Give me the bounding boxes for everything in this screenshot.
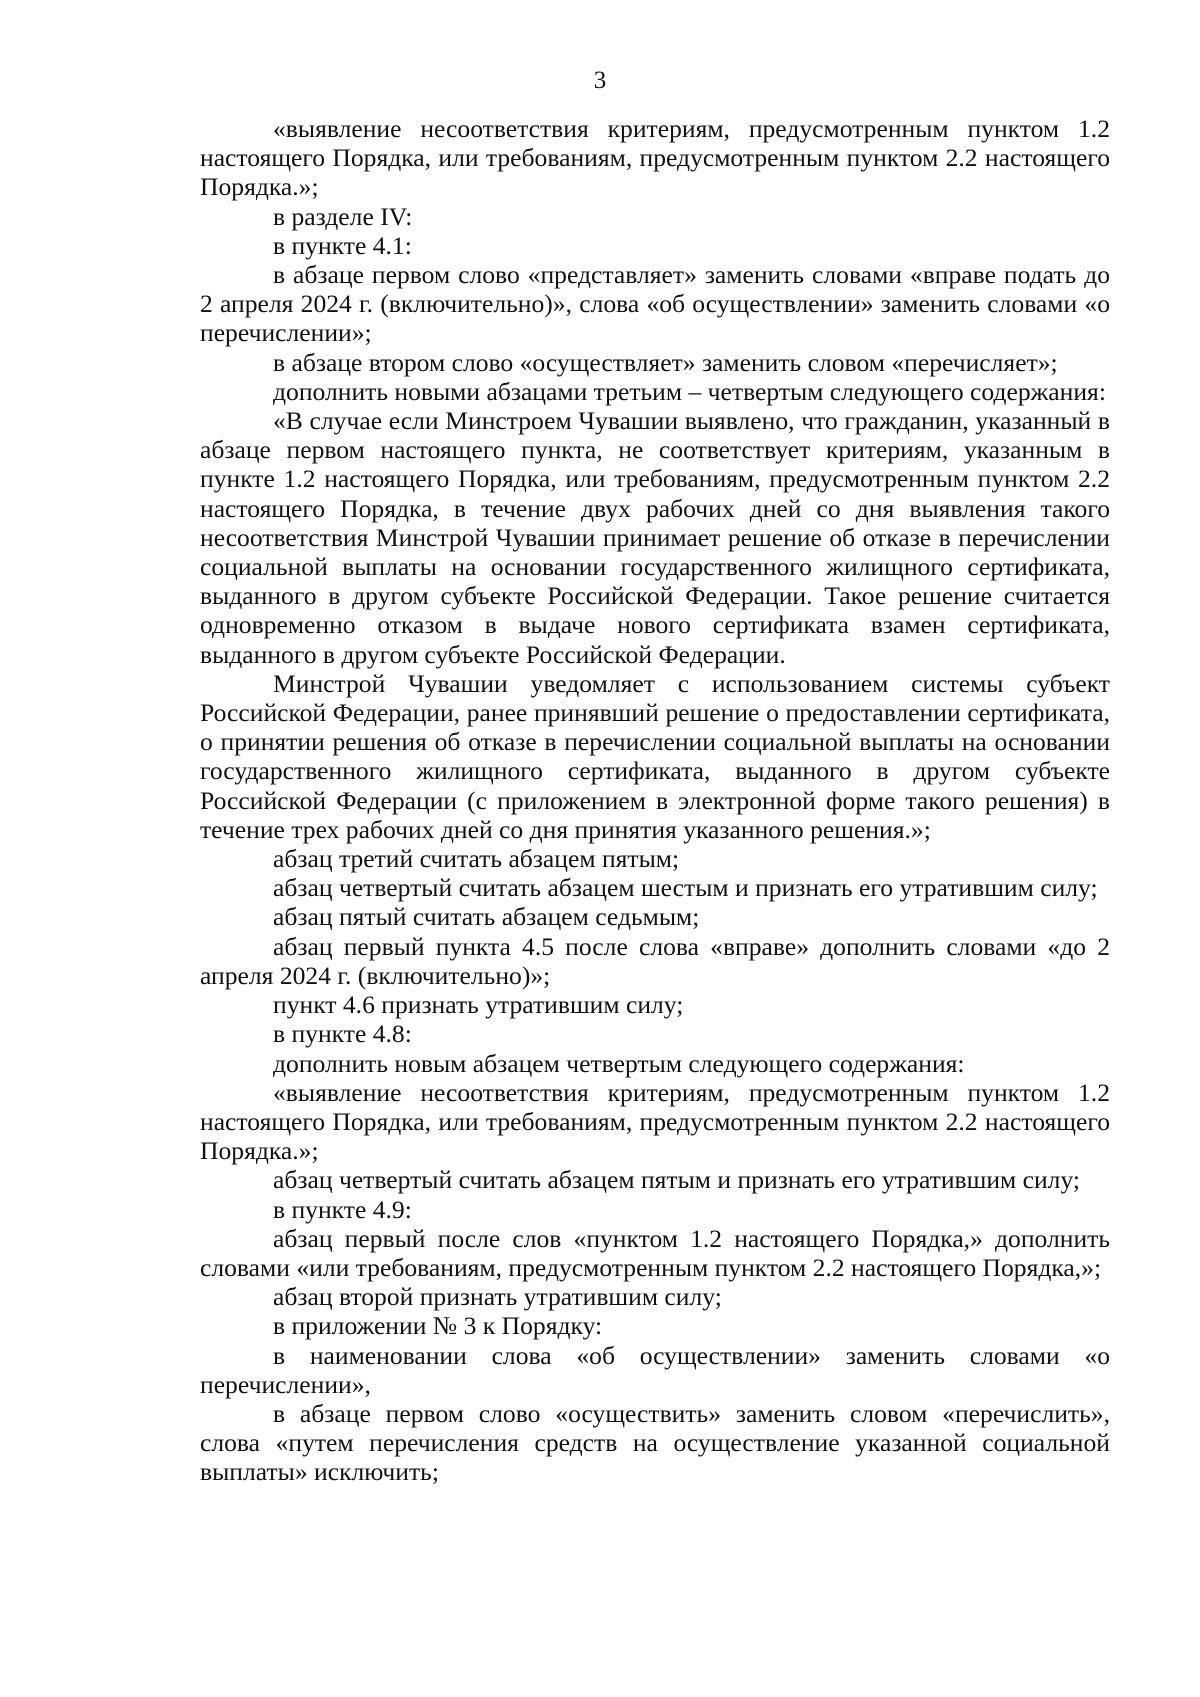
paragraph-12: абзац первый пункта 4.5 после слова «вправе» дополнить словами «до 2 апреля 2024 г. (включительно)»; (200, 931, 1110, 990)
paragraph-17: абзац четвертый считать абзацем пятым и признать его утратившим силу; (273, 1165, 1081, 1195)
paragraph-1: «выявление несоответствия критериям, предусмотренным пунктом 1.2 настоящего Порядка, или требованиям, предусмотренным пунктом 2.2 настоящего Порядка.»; (200, 114, 1110, 202)
paragraph-6: дополнить новыми абзацами третьим – четвертым следующего содержания: (273, 376, 1106, 406)
paragraph-13: пункт 4.6 признать утратившим силу; (273, 990, 684, 1020)
paragraph-10: абзац четвертый считать абзацем шестым и признать его утратившим силу; (273, 873, 1098, 903)
paragraph-9: абзац третий считать абзацем пятым; (273, 844, 680, 874)
paragraph-2: в разделе IV: (273, 201, 413, 231)
paragraph-3: в пункте 4.1: (273, 230, 412, 260)
document-body (200, 114, 1110, 1487)
paragraph-4: в абзаце первом слово «представляет» заменить словами «вправе подать до 2 апреля 2024 г. (включительно)», слова «об осуществлении» заменить словами «о перечислении»; (200, 260, 1110, 348)
paragraph-16: «выявление несоответствия критериям, предусмотренным пунктом 1.2 настоящего Порядка, или требованиям, предусмотренным пунктом 2.2 настоящего Порядка.»; (200, 1077, 1110, 1166)
paragraph-22: в наименовании слова «об осуществлении» заменить словами «о перечислении», (200, 1340, 1110, 1399)
paragraph-15: дополнить новым абзацем четвертым следующего содержания: (273, 1048, 965, 1078)
paragraph-19: абзац первый после слов «пунктом 1.2 настоящего Порядка,» дополнить словами «или требованиям, предусмотренным пунктом 2.2 настоящего Порядка,»; (200, 1223, 1110, 1282)
paragraph-11: абзац пятый считать абзацем седьмым; (273, 902, 700, 932)
paragraph-23: в абзаце первом слово «осуществить» заменить словом «перечислить», слова «путем перечисления средств на осуществление указанной социальной выплаты» исключить; (200, 1398, 1110, 1487)
page-number: 3 (593, 67, 607, 94)
paragraph-7: «В случае если Минстроем Чувашии выявлено, что гражданин, указанный в абзаце первом настоящего пункта, не соответствует критериям, указанным в пункте 1.2 настоящего Порядка, или требованиям, предусмотренным пунктом 2.2 настоящего Порядка, в течение двух рабочих дней со дня выявления такого несоответствия Минстрой Чувашии принимает решение об отказе в перечислении социальной выплаты на основании государственного жилищного сертификата, выданного в другом субъекте Российской Федерации. Такое решение считается одновременно отказом в выдаче нового сертификата взамен сертификата, выданного в другом субъекте Российской Федерации. (200, 406, 1110, 669)
paragraph-14: в пункте 4.8: (273, 1019, 412, 1049)
paragraph-21: в приложении № 3 к Порядку: (273, 1311, 603, 1341)
paragraph-8: Минстрой Чувашии уведомляет с использованием системы субъект Российской Федерации, ранее принявший решение о предоставлении сертификата, о принятии решения об отказе в перечислении социальной выплаты на основании государственного жилищного сертификата, выданного в другом субъекте Российской Федерации (с приложением в электронной форме такого решения) в течение трех рабочих дней со дня принятия указанного решения.»; (200, 668, 1110, 844)
paragraph-18: в пункте 4.9: (273, 1194, 412, 1224)
paragraph-5: в абзаце втором слово «осуществляет» заменить словом «перечисляет»; (273, 347, 1058, 377)
paragraph-20: абзац второй признать утратившим силу; (273, 1282, 722, 1312)
